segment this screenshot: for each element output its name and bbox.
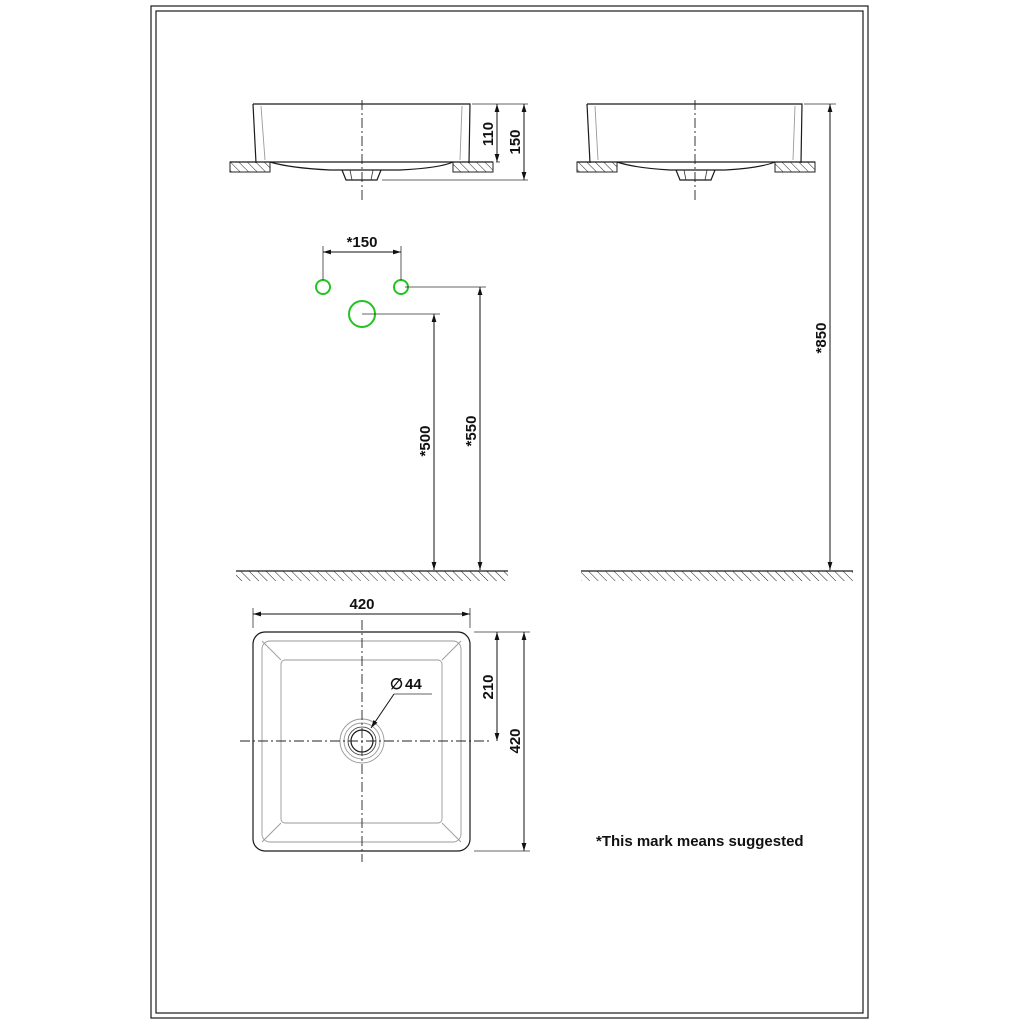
counter-height-label: *850 bbox=[813, 322, 830, 354]
width-label: 420 bbox=[349, 596, 375, 613]
total-height-label: 150 bbox=[507, 129, 524, 155]
tap-height-label: *550 bbox=[463, 415, 480, 447]
faucet-layout bbox=[316, 234, 486, 570]
side-view-right bbox=[577, 100, 836, 200]
drain-height-label: *500 bbox=[417, 425, 434, 457]
depth-label: 420 bbox=[507, 728, 524, 754]
supply-hole-left bbox=[316, 280, 330, 294]
drain-diameter-label: 44 bbox=[405, 676, 422, 693]
floor-right bbox=[581, 571, 853, 581]
suggested-note: *This mark means suggested bbox=[596, 833, 804, 850]
drain-offset-label: 210 bbox=[480, 674, 497, 700]
floor-left bbox=[236, 571, 508, 581]
rim-height-label: 110 bbox=[480, 121, 497, 147]
tap-spacing-label: *150 bbox=[346, 234, 378, 251]
drain-diameter-symbol: ∅ bbox=[390, 676, 404, 693]
counter-section-left-b bbox=[453, 162, 493, 172]
top-view bbox=[240, 596, 530, 862]
side-view-left bbox=[230, 100, 528, 200]
drawing-frame bbox=[151, 6, 868, 1018]
counter-height-dimension bbox=[813, 104, 830, 570]
counter-section-left-a bbox=[230, 162, 270, 172]
